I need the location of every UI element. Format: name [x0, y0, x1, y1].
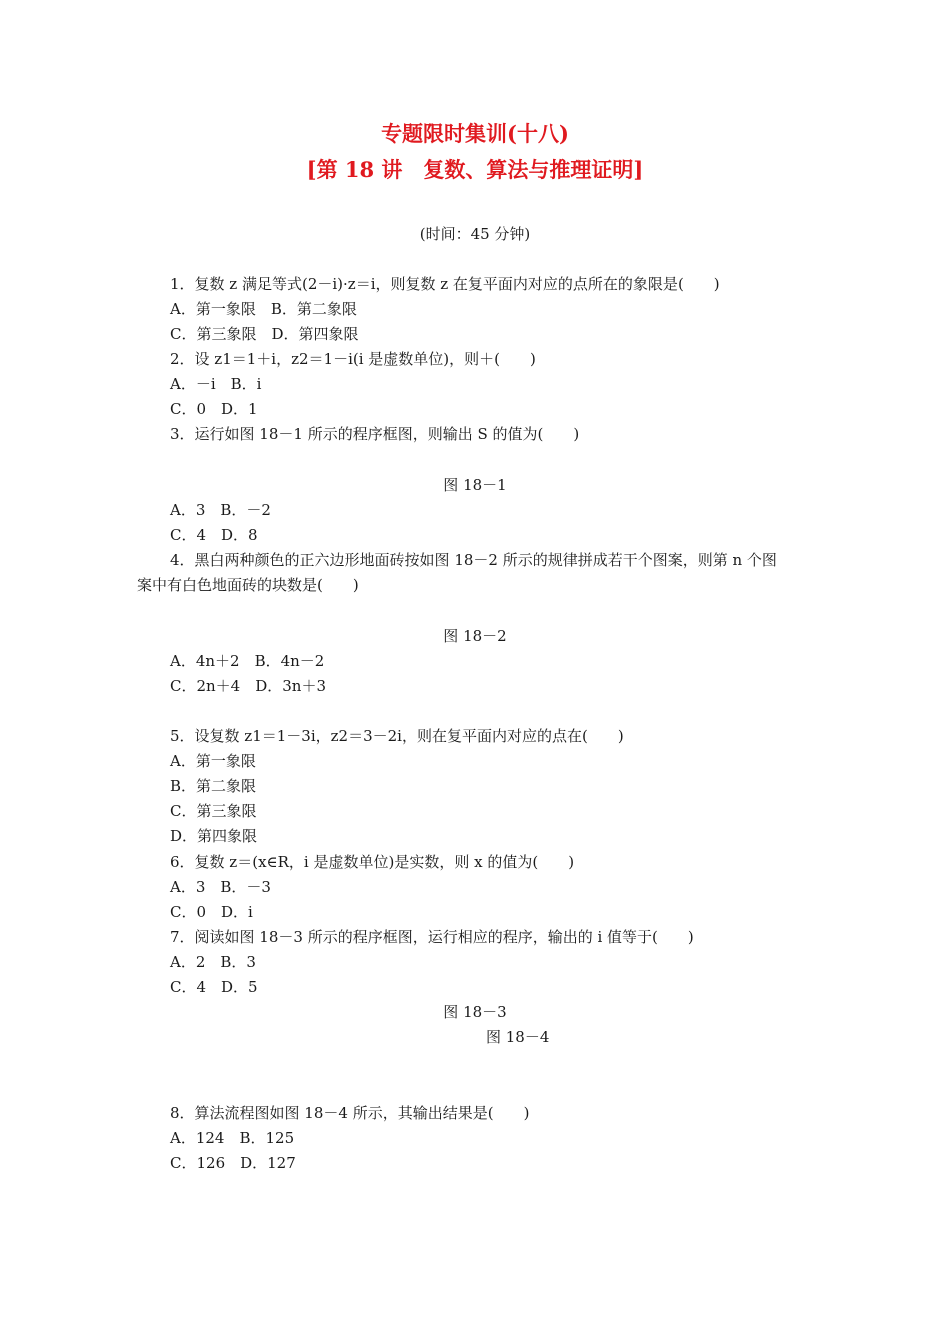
- question-6: 6．复数 z＝(x∈R，i 是虚数单位)是实数，则 x 的值为( ): [170, 853, 575, 871]
- figure-18-3-caption: 图 18－3: [443, 1003, 507, 1021]
- q7-options-cd: C．4 D．5: [170, 978, 258, 996]
- q7-options-ab: A．2 B．3: [170, 953, 256, 971]
- q3-options-cd: C．4 D．8: [170, 526, 258, 544]
- question-7: 7．阅读如图 18－3 所示的程序框图，运行相应的程序，输出的 i 值等于( ): [170, 928, 694, 946]
- q3-options-ab: A．3 B．－2: [170, 501, 271, 519]
- q2-options-cd: C．0 D．1: [170, 400, 258, 418]
- q1-options-ab: A．第一象限 B．第二象限: [170, 300, 357, 318]
- question-4-line-2: 案中有白色地面砖的块数是( ): [137, 576, 359, 594]
- page-subtitle: [第 18 讲 复数、算法与推理证明]: [306, 157, 644, 182]
- question-3: 3．运行如图 18－1 所示的程序框图，则输出 S 的值为( ): [170, 425, 580, 443]
- q6-options-cd: C．0 D．i: [170, 903, 253, 921]
- figure-18-1-caption: 图 18－1: [443, 476, 507, 494]
- q8-options-cd: C．126 D．127: [170, 1154, 296, 1172]
- q6-options-ab: A．3 B．－3: [170, 878, 271, 896]
- question-1: 1．复数 z 满足等式(2－i)·z＝i，则复数 z 在复平面内对应的点所在的象限是( ): [170, 275, 720, 293]
- figure-18-4-caption: 图 18－4: [486, 1028, 550, 1046]
- q1-options-cd: C．第三象限 D．第四象限: [170, 325, 359, 343]
- page-title: 专题限时集训(十八): [381, 121, 569, 146]
- q5-option-a: A．第一象限: [170, 752, 256, 770]
- q4-options-cd: C．2n＋4 D．3n＋3: [170, 677, 326, 695]
- question-4-line-1: 4．黑白两种颜色的正六边形地面砖按如图 18－2 所示的规律拼成若干个图案，则第 n 个图: [170, 551, 777, 569]
- q8-options-ab: A．124 B．125: [170, 1129, 295, 1147]
- figure-18-2-caption: 图 18－2: [443, 627, 507, 645]
- q2-options-ab: A．－i B．i: [170, 375, 262, 393]
- q5-option-c: C．第三象限: [170, 802, 257, 820]
- q5-option-b: B．第二象限: [170, 777, 257, 795]
- question-2: 2．设 z1＝1＋i，z2＝1－i(i 是虚数单位)，则＋( ): [170, 350, 536, 368]
- time-limit: (时间：45 分钟): [419, 225, 531, 243]
- question-8: 8．算法流程图如图 18－4 所示，其输出结果是( ): [170, 1104, 530, 1122]
- question-5: 5．设复数 z1＝1－3i，z2＝3－2i，则在复平面内对应的点在( ): [170, 727, 624, 745]
- q4-options-ab: A．4n＋2 B．4n－2: [170, 652, 325, 670]
- q5-option-d: D．第四象限: [170, 827, 258, 845]
